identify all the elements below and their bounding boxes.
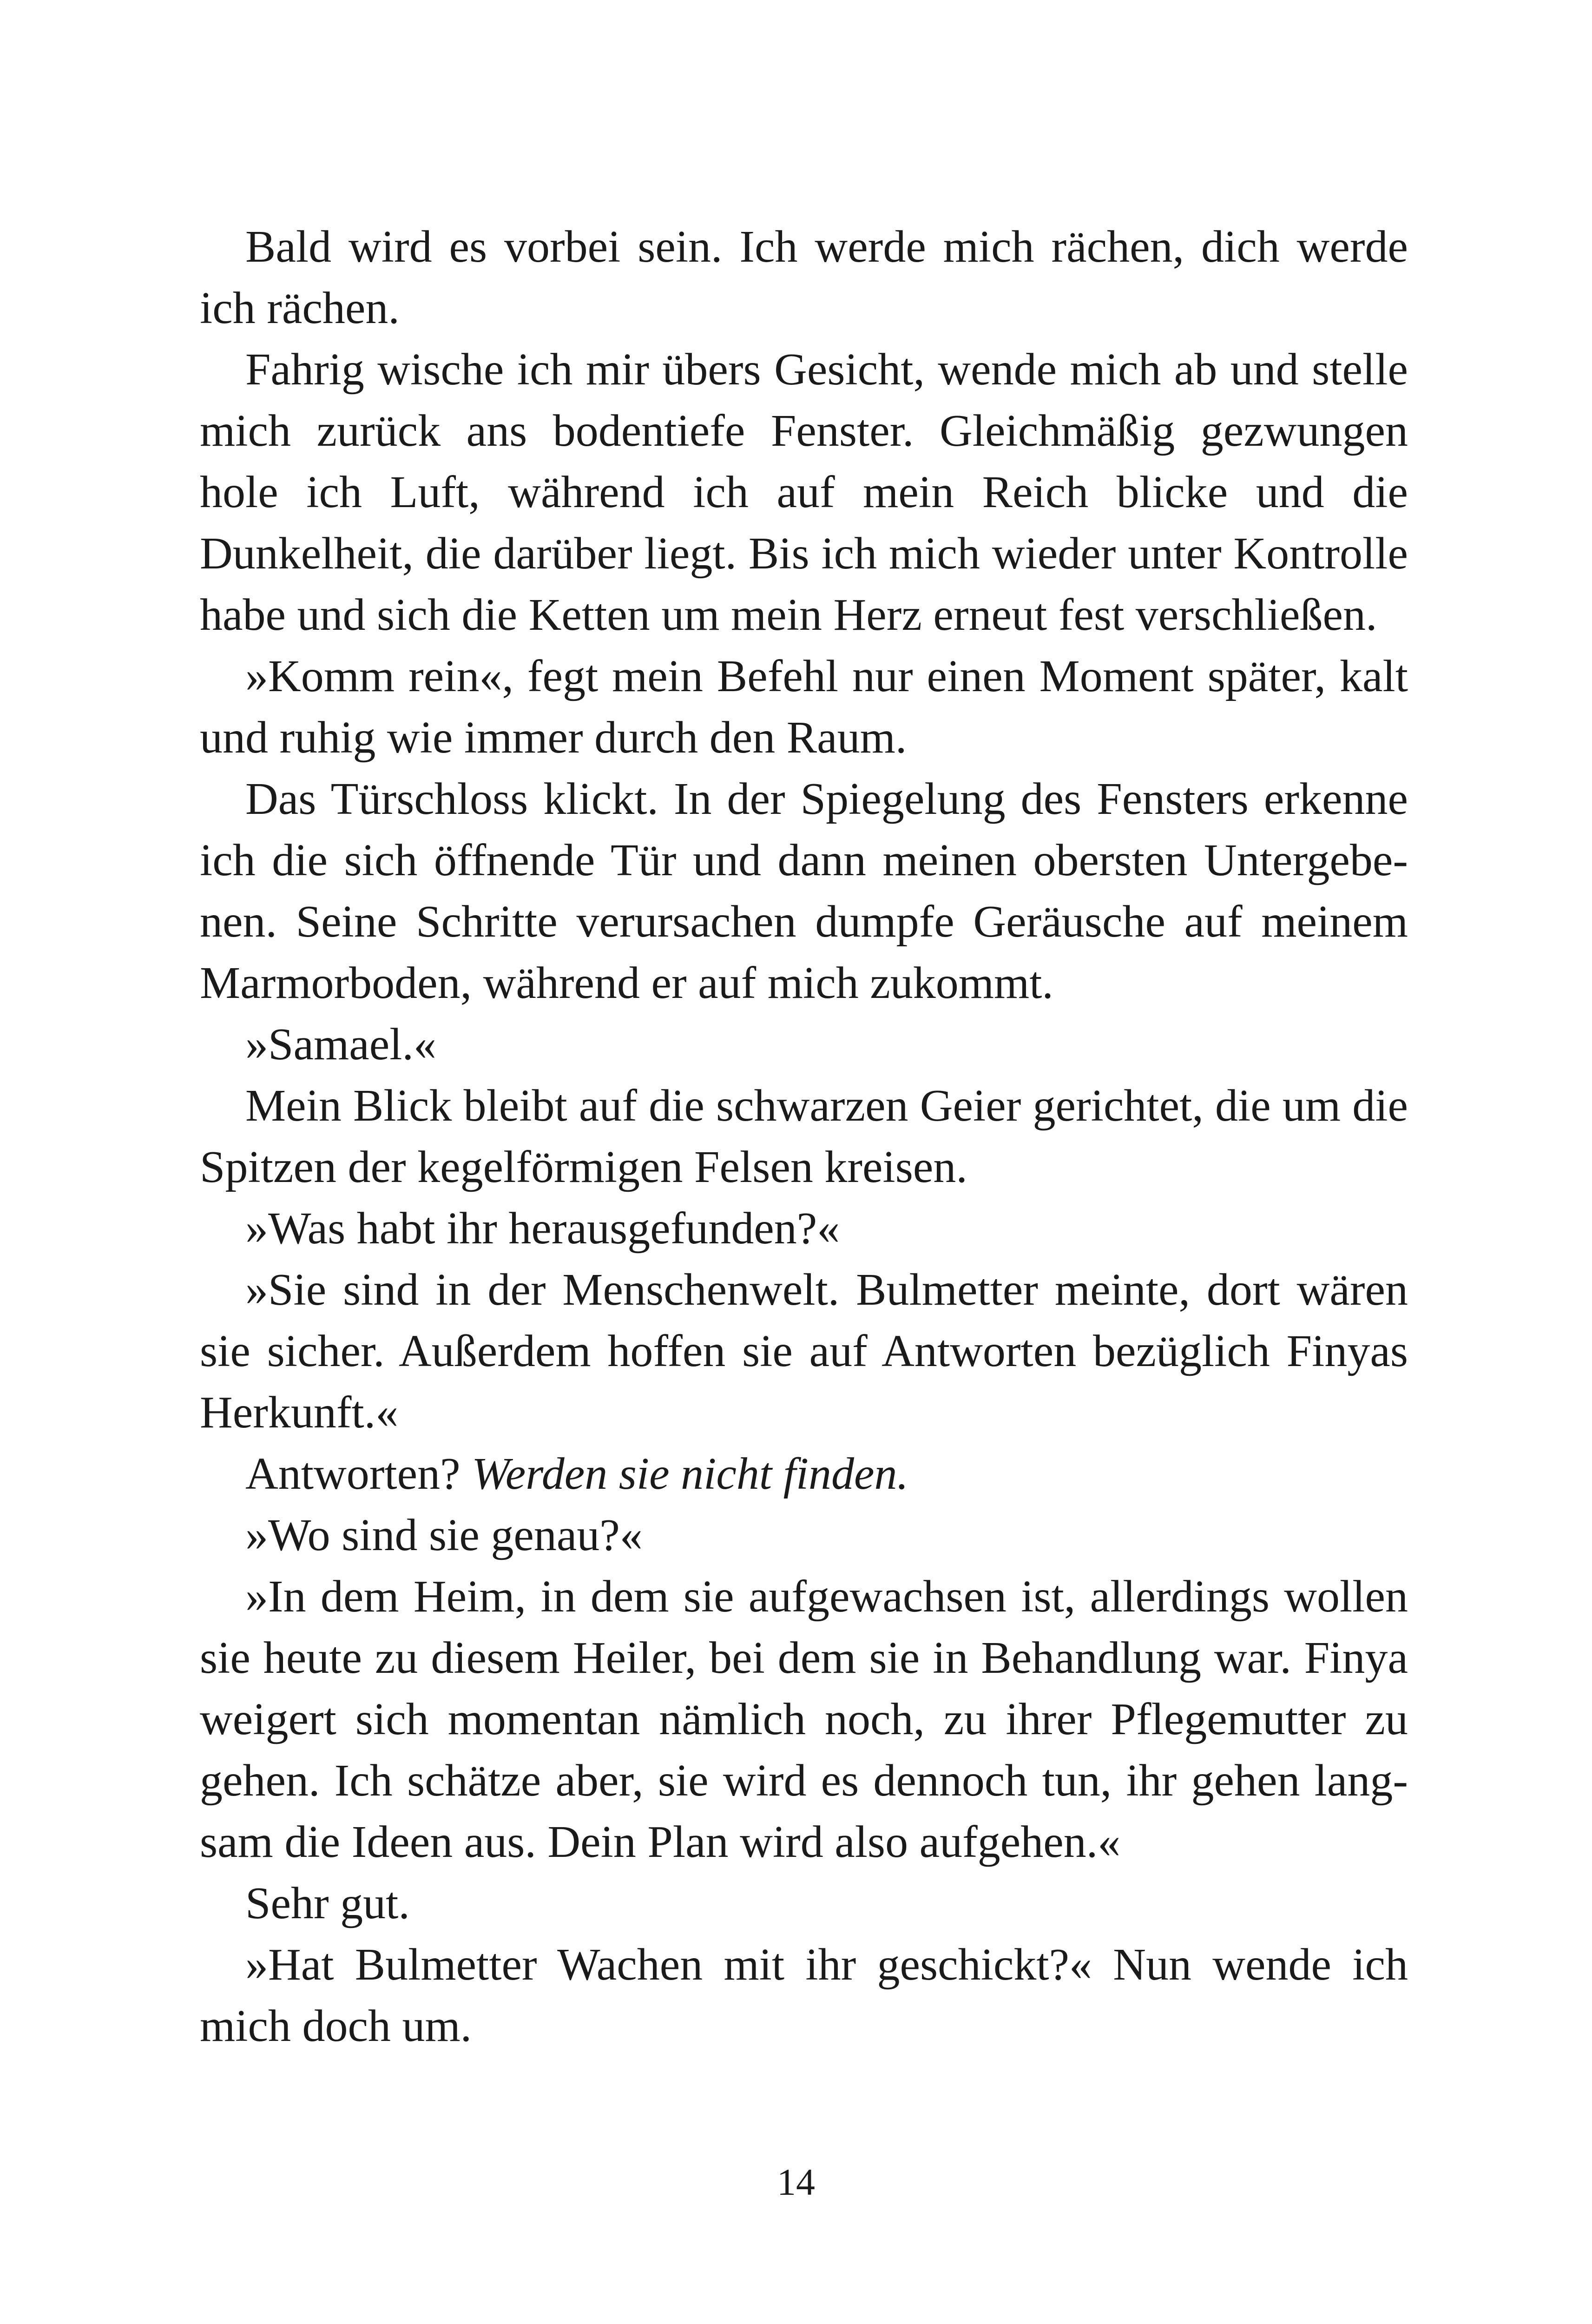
paragraph: Das Türschloss klickt. In der Spiegelung des Fensters erkenne ich die sich öffnende Tür und dann meinen obersten Untergebenen. Seine Schritte verursachen dumpfe Geräusche auf meinem Marmorboden, während er auf mich zukommt. [200, 774, 1408, 1008]
paragraph: »Wo sind sie genau?« [245, 1510, 643, 1560]
paragraph: Fahrig wische ich mir übers Gesicht, wende mich ab und stelle mich zurück ans bodentiefe Fenster. Gleichmäßig gezwungen hole ich Luft, während ich auf mein Reich blicke und die Dunkelheit, die darüber liegt. Bis ich mich wieder unter Kontrolle habe und sich die Ketten um mein Herz erneut fest verschließen. [200, 344, 1408, 640]
paragraph: Bald wird es vorbei sein. Ich werde mich rächen, dich werde ich rächen. [200, 222, 1408, 333]
paragraph: »Komm rein«, fegt mein Befehl nur einen Moment später, kalt und ruhig wie immer durch den Raum. [200, 651, 1408, 763]
paragraph: Sehr gut. [245, 1878, 410, 1928]
paragraph: »Hat Bulmetter Wachen mit ihr geschickt?« Nun wende ich mich doch um. [200, 1940, 1408, 2051]
italic-thought: Werden sie nicht finden. [472, 1449, 909, 1499]
paragraph: »Was habt ihr herausgefunden?« [245, 1203, 840, 1254]
paragraph: »Samael.« [245, 1019, 436, 1070]
paragraph: »Sie sind in der Menschenwelt. Bulmetter meinte, dort wären sie sicher. Außerdem hoffen sie auf Antworten bezüglich Finyas Herkunft.« [200, 1265, 1408, 1438]
paragraph: Antworten? Werden sie nicht finden. [245, 1449, 909, 1499]
paragraph: Mein Blick bleibt auf die schwarzen Geier gerichtet, die um die Spitzen der kegelförmigen Felsen kreisen. [200, 1081, 1408, 1192]
paragraph: »In dem Heim, in dem sie aufgewachsen ist, allerdings wollen sie heute zu diesem Heiler, bei dem sie in Behandlung war. Finya weigert sich momentan nämlich noch, zu ihrer Pflegemutter zu gehen. Ich schätze aber, sie wird es dennoch tun, ihr gehen langsam die Ideen aus. Dein Plan wird also aufgehen.« [200, 1571, 1408, 1867]
body-text [200, 216, 1408, 2057]
page-number: 14 [777, 2161, 815, 2203]
